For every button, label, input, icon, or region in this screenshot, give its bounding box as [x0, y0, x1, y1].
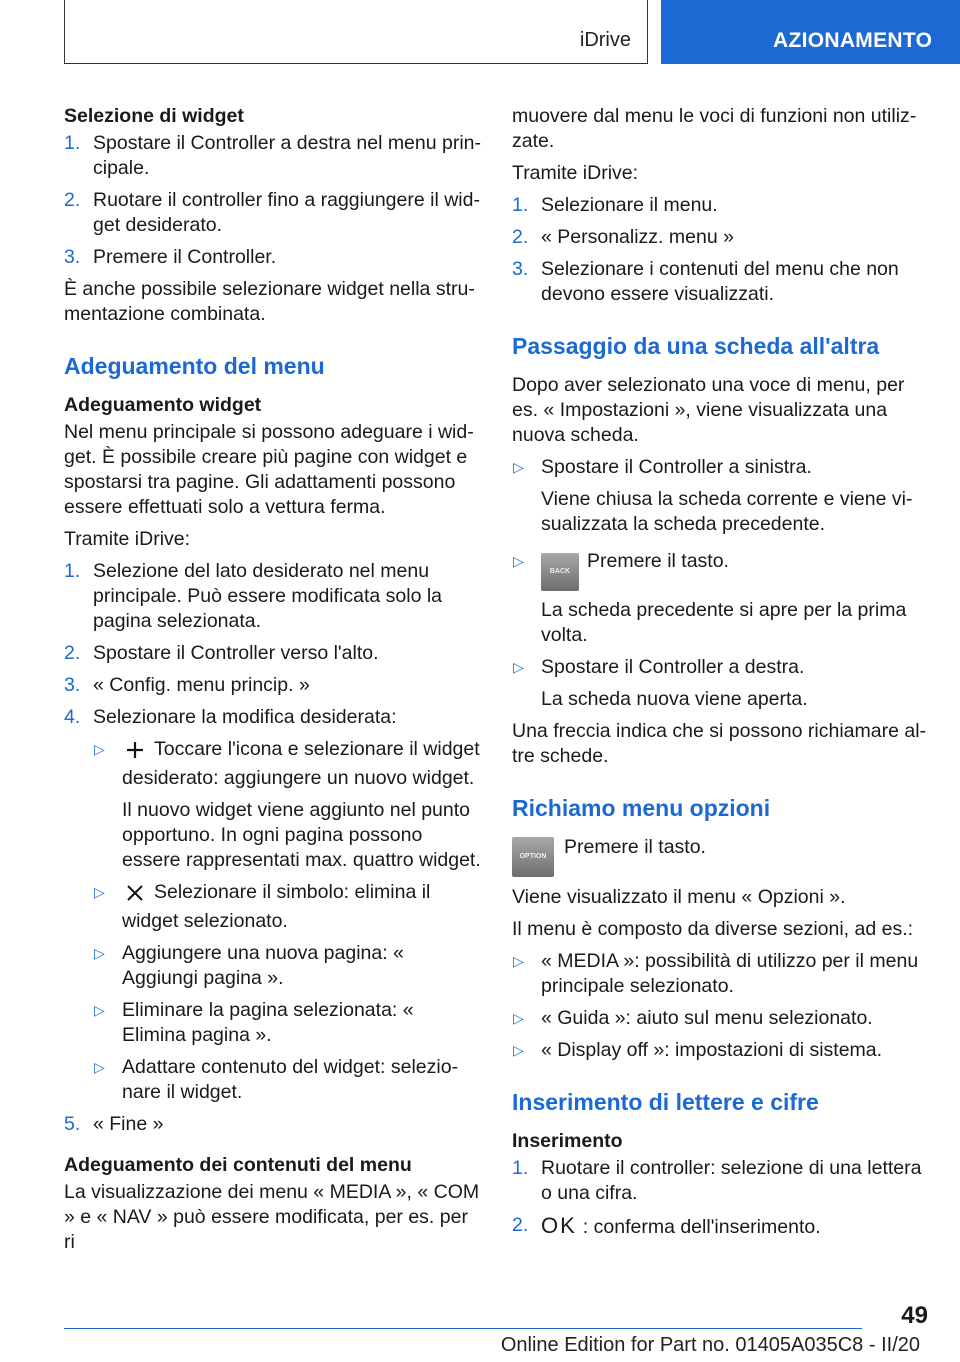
- bullet-item: ▷ Spostare il Controller a destra.: [513, 656, 805, 678]
- bullet-triangle-icon: ▷: [94, 945, 105, 961]
- section-heading: Adeguamento del menu: [64, 353, 325, 379]
- bullet-item: ▷ « Display off »: impostazioni di sistema.: [513, 1039, 883, 1061]
- bullet-item: ▷ BACK Premere il tasto.: [512, 549, 932, 591]
- bullet-item: ▷ « Guida »: aiuto sul menu selezionato.: [513, 1007, 873, 1029]
- bullet-item: ▷ Toccare l'icona e selezionare il widget desiderato: aggiungere un nuovo widget.: [94, 738, 480, 789]
- bullet-triangle-icon: ▷: [94, 1059, 105, 1075]
- bullet-triangle-icon: ▷: [94, 884, 105, 900]
- bullet-item: ▷ Eliminare la pagina selezionata: « Elimina pagina ».: [94, 999, 414, 1046]
- header-frame: [64, 0, 648, 64]
- section-heading: Inserimento di lettere e cifre: [512, 1089, 819, 1115]
- plus-icon: [126, 741, 144, 766]
- list-item: 4. Selezionare la modifica desiderata:: [64, 706, 397, 728]
- paragraph: Tramite iDrive:: [512, 162, 639, 184]
- ok-icon: OK: [541, 1213, 577, 1238]
- bullet-triangle-icon: ▷: [513, 1010, 524, 1026]
- left-column: [64, 104, 482, 1262]
- selection-heading: Selezione di widget: [64, 105, 244, 127]
- bullet-item: ▷ Aggiungere una nuova pagina: « Aggiungi pagina ».: [94, 942, 404, 989]
- paragraph: Il menu è composto da diverse sezioni, ad es.:: [512, 918, 914, 940]
- paragraph: Dopo aver selezionato una voce di menu, per es. « Impostazioni », viene visualizzata una nuova scheda.: [512, 374, 905, 446]
- bullet-triangle-icon: ▷: [513, 953, 524, 969]
- header-section: iDrive: [579, 29, 631, 51]
- option-key-icon: OPTION: [512, 837, 554, 877]
- bullet-triangle-icon: ▷: [513, 459, 524, 475]
- section-heading: Passaggio da una scheda all'altra: [512, 333, 880, 359]
- paragraph: Viene chiusa la scheda corrente e viene visualizzata la scheda precedente.: [541, 488, 913, 535]
- close-icon: [126, 884, 144, 909]
- bullet-triangle-icon: ▷: [94, 1002, 105, 1018]
- list-item: 1. Spostare il Controller a destra nel menu principale.: [64, 132, 482, 179]
- paragraph: La scheda nuova viene aperta.: [541, 688, 808, 710]
- list-item: 1. Selezione del lato desiderato nel menu principale. Può essere modificata solo la pagina selezionata.: [64, 560, 443, 632]
- list-item: 3. « Config. menu princip. »: [64, 674, 310, 696]
- right-column: [512, 104, 932, 1247]
- list-item: 1. Selezionare il menu.: [512, 194, 718, 216]
- bullet-item: ▷ Selezionare il simbolo: elimina il widget selezionato.: [94, 881, 431, 932]
- back-key-icon: BACK: [541, 553, 579, 591]
- subsection-heading: Adeguamento widget: [64, 394, 262, 416]
- subsection-heading: Adeguamento dei contenuti del menu: [64, 1154, 412, 1176]
- list-item: 3. Premere il Controller.: [64, 246, 277, 268]
- list-item: 2. Spostare il Controller verso l'alto.: [64, 642, 379, 664]
- bullet-triangle-icon: ▷: [513, 659, 524, 675]
- option-key-row: OPTION Premere il tasto.: [512, 835, 932, 875]
- list-item: 2. OK : conferma dell'inserimento.: [512, 1213, 821, 1238]
- paragraph: Viene visualizzato il menu « Opzioni ».: [512, 886, 846, 908]
- paragraph: Una freccia indica che si possono richiamare altre schede.: [512, 720, 927, 767]
- bullet-triangle-icon: ▷: [513, 1042, 524, 1058]
- paragraph: La scheda precedente si apre per la prima volta.: [541, 599, 907, 646]
- bullet-item: ▷ Adattare contenuto del widget: selezionare il widget.: [94, 1056, 459, 1103]
- page-number: 49: [901, 1302, 928, 1329]
- bullet-item: ▷ « MEDIA »: possibilità di utilizzo per il menu principale selezionato.: [513, 950, 919, 997]
- subsection-heading: Inserimento: [512, 1130, 623, 1152]
- list-item: 2. « Personalizz. menu »: [512, 226, 734, 248]
- bullet-triangle-icon: ▷: [94, 741, 105, 757]
- footer-divider: [64, 1328, 862, 1329]
- list-item: 1. Ruotare il controller: selezione di una lettera o una cifra.: [512, 1157, 922, 1204]
- header-chapter: AZIONAMENTO: [661, 0, 960, 64]
- paragraph: Nel menu principale si possono adeguare i widget. È possibile creare più pagine con widget e spostarsi tra pagine. Gli adattamenti possono essere effettuati solo a vettura ferma.: [64, 421, 474, 518]
- paragraph: La visualizzazione dei menu « MEDIA », « COM » e « NAV » può essere modificata, per es. per ri: [64, 1181, 480, 1253]
- paragraph: muovere dal menu le voci di funzioni non utilizzate.: [512, 105, 917, 152]
- paragraph: Tramite iDrive:: [64, 528, 191, 550]
- section-heading: Richiamo menu opzioni: [512, 795, 771, 821]
- footer-edition: Online Edition for Part no. 01405A035C8 - II/20: [500, 1334, 920, 1356]
- list-item: 3. Selezionare i contenuti del menu che non devono essere visualizzati.: [512, 258, 899, 305]
- bullet-triangle-icon: ▷: [513, 553, 524, 569]
- paragraph: È anche possibile selezionare widget nella strumentazione combinata.: [64, 278, 475, 325]
- list-item: 2. Ruotare il controller fino a raggiungere il widget desiderato.: [64, 189, 480, 236]
- paragraph: Il nuovo widget viene aggiunto nel punto opportuno. In ogni pagina possono essere rappresentati max. quattro widget.: [122, 799, 481, 871]
- list-item: 5. « Fine »: [64, 1113, 164, 1135]
- bullet-item: ▷ Spostare il Controller a sinistra.: [513, 456, 812, 478]
